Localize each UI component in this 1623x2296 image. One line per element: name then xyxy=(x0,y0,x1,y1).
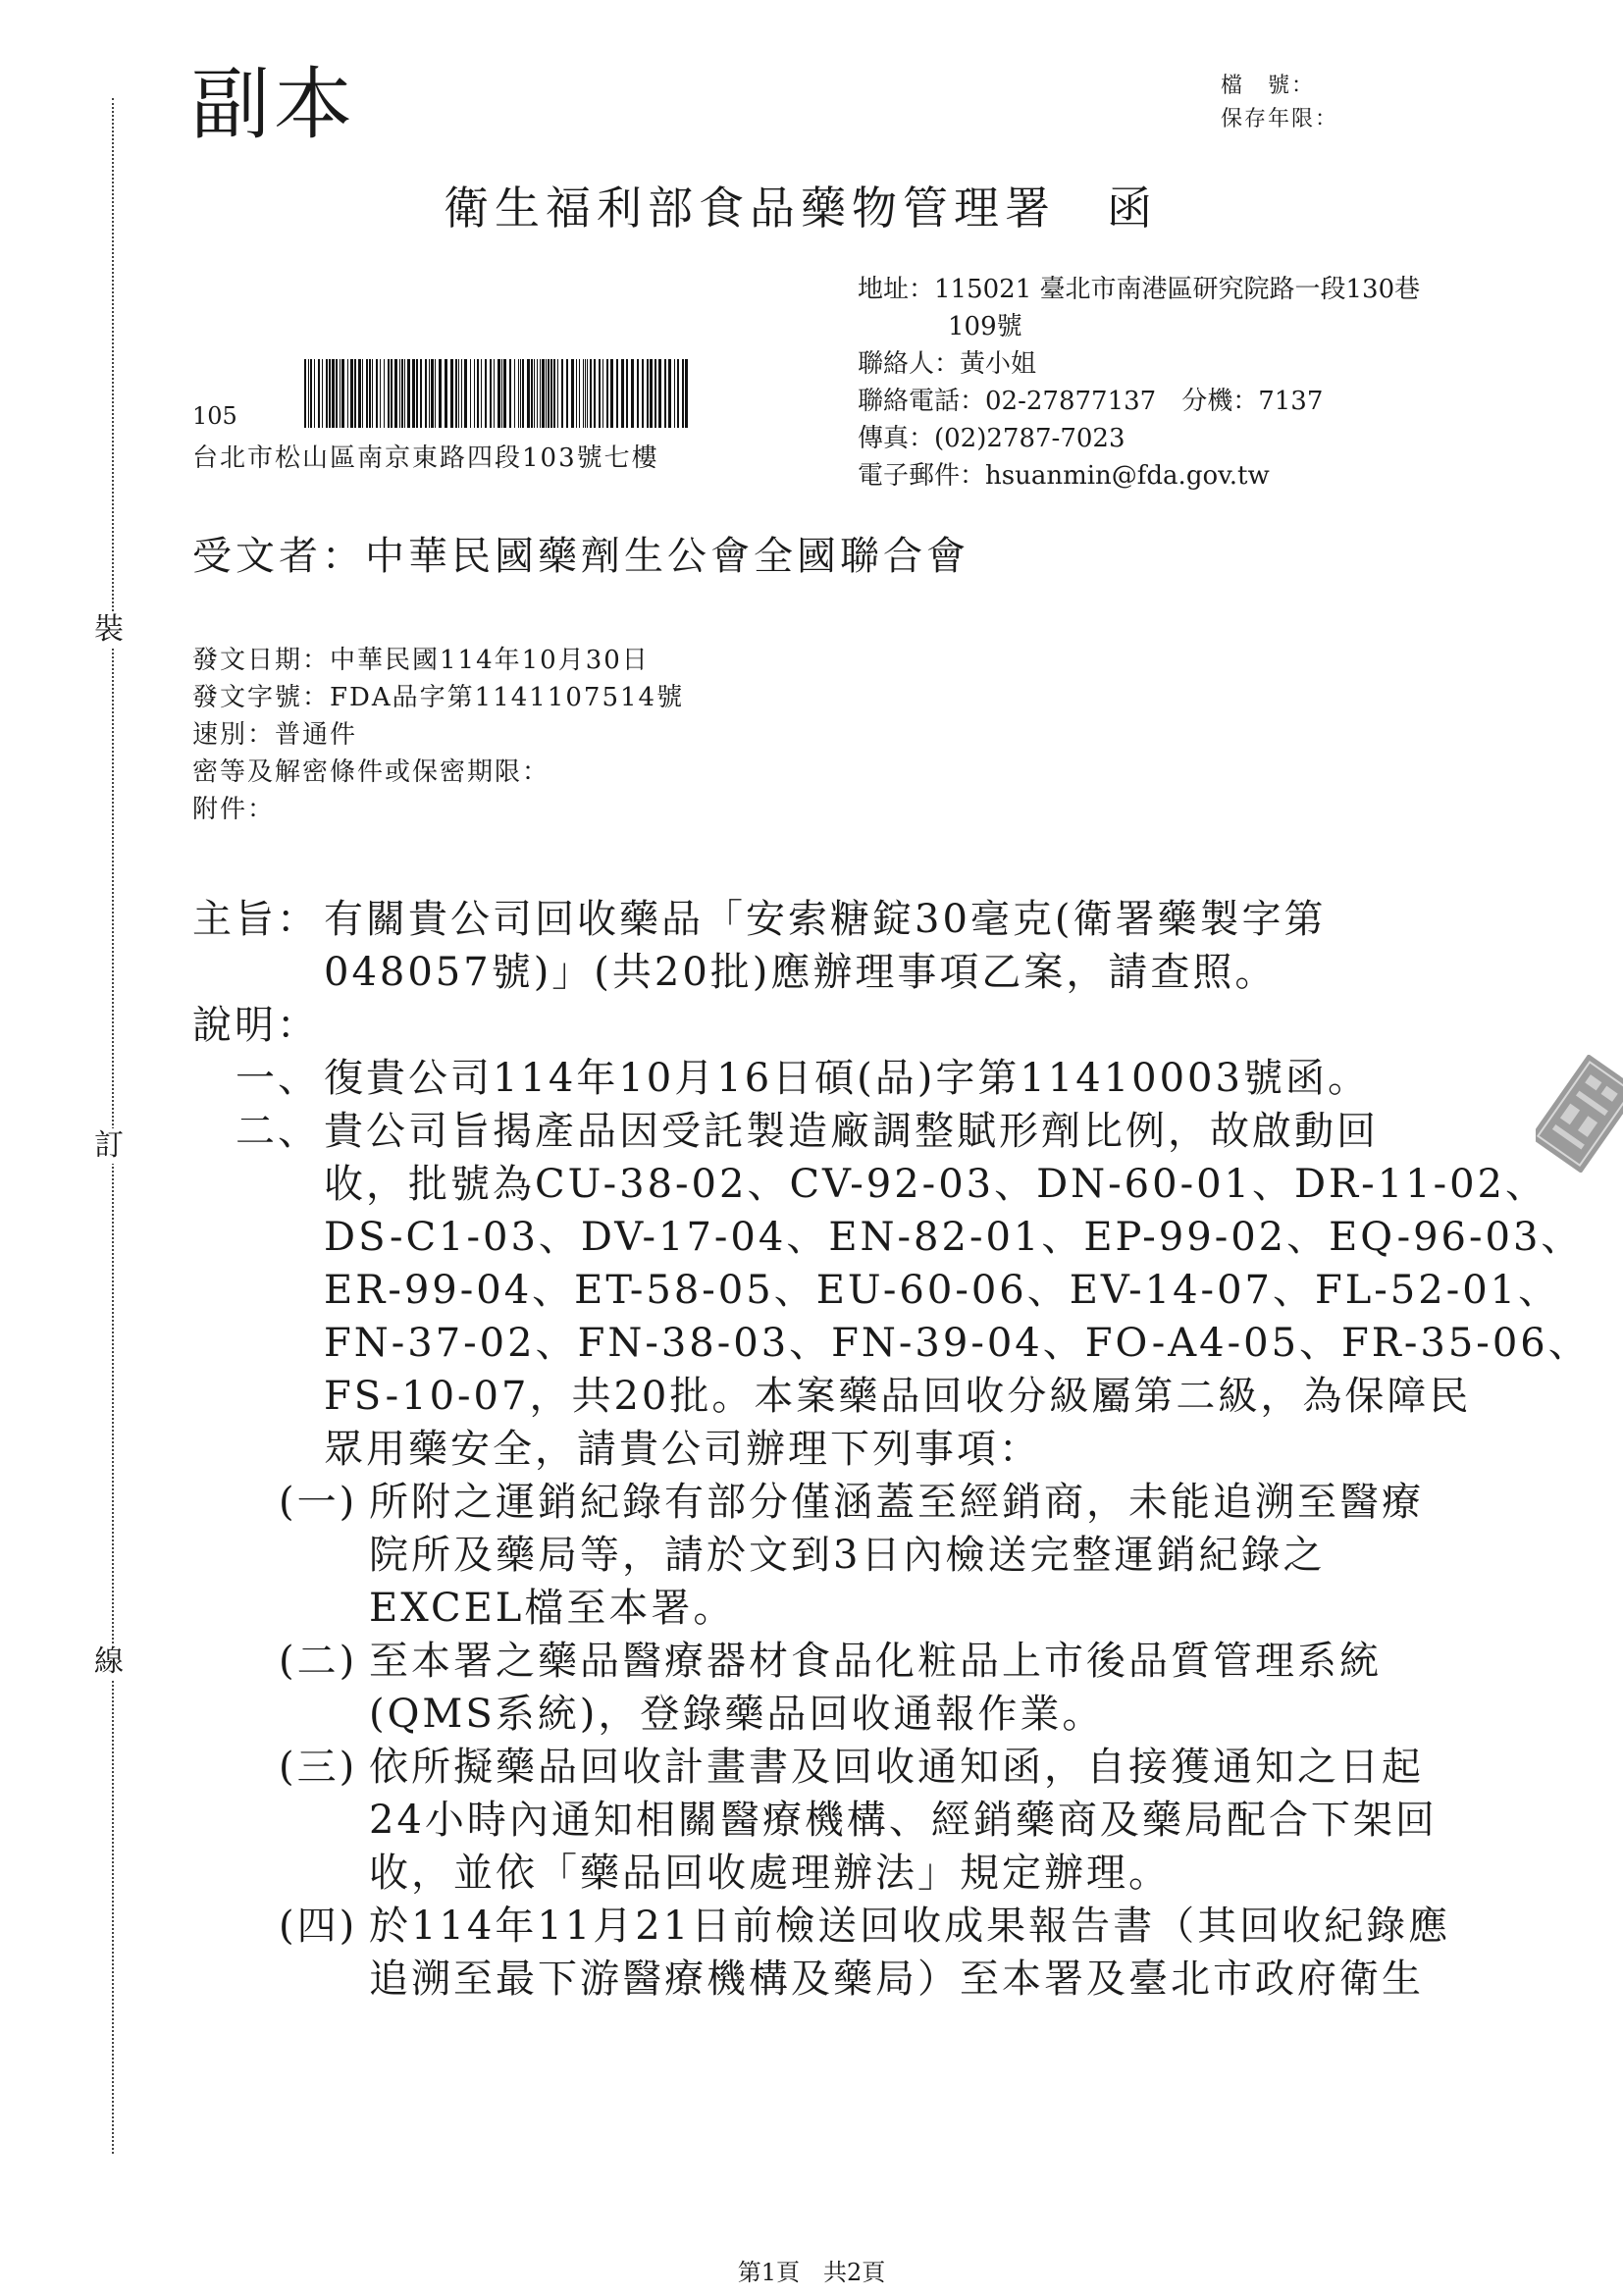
sub-item-line: 追溯至最下游醫療機構及藥局）至本署及臺北市政府衛生 xyxy=(369,1957,1424,2002)
barcode-bar xyxy=(350,359,353,428)
item-line: 收，批號為CU-38-02、CV-92-03、DN-60-01、DR-11-02、 xyxy=(324,1162,1548,1207)
barcode-bar xyxy=(587,359,588,428)
barcode-bar xyxy=(650,359,653,428)
postal-code: 105 xyxy=(192,402,237,430)
barcode-bar xyxy=(435,359,436,428)
barcode-bar xyxy=(566,359,568,428)
barcode-bar xyxy=(336,359,338,428)
copy-mark: 副本 xyxy=(191,59,356,150)
barcode-bar xyxy=(464,359,467,428)
barcode-bar xyxy=(647,359,649,428)
issue-date: 發文日期：中華民國114年10月30日 xyxy=(192,646,650,675)
barcode-bar xyxy=(527,359,530,428)
barcode-bar xyxy=(579,359,580,428)
barcode-bar xyxy=(553,359,555,428)
attachment-label: 附件： xyxy=(192,795,276,824)
sub-item-line: 於114年11月21日前檢送回收成果報告書（其回收紀錄應 xyxy=(369,1904,1451,1949)
sub-item-line: 所附之運銷紀錄有部分僅涵蓋至經銷商，未能追溯至醫療 xyxy=(369,1480,1424,1525)
barcode-bar xyxy=(576,359,577,428)
barcode-bar xyxy=(332,359,335,428)
document-number: 發文字號：FDA品字第1141107514號 xyxy=(192,683,685,712)
barcode-bar xyxy=(384,359,385,428)
barcode-bar xyxy=(548,359,550,428)
item-line: 眾用藥安全，請貴公司辦理下列事項： xyxy=(324,1427,1041,1472)
barcode-bar xyxy=(571,359,574,428)
barcode-bar xyxy=(490,359,492,428)
barcode-bar xyxy=(583,359,584,428)
barcode-bar xyxy=(358,359,361,428)
barcode-bar xyxy=(401,359,403,428)
sub-item-number: (四) xyxy=(279,1904,358,1949)
sub-item-line: 至本署之藥品醫療器材食品化粧品上市後品質管理系統 xyxy=(369,1639,1382,1684)
subject-line: 有關貴公司回收藥品「安索糖錠30毫克(衛署藥製字第 xyxy=(324,897,1327,942)
sub-item-line: 依所擬藥品回收計畫書及回收通知函，自接獲通知之日起 xyxy=(369,1745,1424,1790)
retention-period-label: 保存年限： xyxy=(1221,107,1339,131)
item-line: FS-10-07，共20批。本案藥品回收分級屬第二級，為保障民 xyxy=(324,1374,1472,1419)
file-number-label: 檔 號： xyxy=(1221,74,1316,98)
barcode-bar xyxy=(310,359,312,428)
barcode-bar xyxy=(477,359,479,428)
page-number-label: 第1頁 共2頁 xyxy=(737,2259,886,2286)
barcode-bar xyxy=(362,359,363,428)
barcode-bar xyxy=(497,359,500,428)
barcode-bar xyxy=(416,359,418,428)
binding-char-ding: 訂 xyxy=(94,1128,124,1163)
barcode-bar xyxy=(537,359,538,428)
barcode-bar xyxy=(380,359,381,428)
barcode-bar xyxy=(668,359,671,428)
barcode-bar xyxy=(485,359,487,428)
barcode-bar xyxy=(429,359,430,428)
item-number: 二、 xyxy=(236,1109,320,1154)
barcode-bar xyxy=(642,359,644,428)
barcode-bar xyxy=(425,359,427,428)
binding-char-zhuang: 裝 xyxy=(94,612,124,647)
item-number: 一、 xyxy=(236,1056,320,1101)
seal-stamp-icon xyxy=(1536,1055,1623,1173)
barcode-bar xyxy=(550,359,552,428)
address-line-2: 109號 xyxy=(948,312,1022,341)
barcode-bar xyxy=(503,359,506,428)
barcode-bar xyxy=(369,359,371,428)
barcode-bar xyxy=(461,359,462,428)
barcode-bar xyxy=(658,359,661,428)
barcode-bar xyxy=(664,359,666,428)
barcode-bar xyxy=(501,359,502,428)
barcode-bar xyxy=(347,359,348,428)
barcode-bar xyxy=(445,359,447,428)
barcode-bar xyxy=(531,359,533,428)
contact-fax: 傳真：(02)2787-7023 xyxy=(858,424,1126,453)
barcode-bar xyxy=(329,359,331,428)
barcode-bar xyxy=(455,359,457,428)
barcode-bar xyxy=(534,359,535,428)
barcode-bar xyxy=(420,359,422,428)
sub-item-number: (二) xyxy=(279,1639,358,1684)
contact-phone: 聯絡電話：02-27877137 分機：7137 xyxy=(858,387,1324,416)
page-footer xyxy=(0,2253,1623,2287)
barcode-bar xyxy=(677,359,679,428)
barcode-bar xyxy=(366,359,368,428)
secrecy-level: 密等及解密條件或保密期限： xyxy=(192,757,550,787)
barcode xyxy=(302,359,691,428)
barcode-bar xyxy=(626,359,628,428)
barcode-bar xyxy=(431,359,434,428)
barcode-bar xyxy=(540,359,541,428)
sub-item-line: (QMS系統)，登錄藥品回收通報作業。 xyxy=(369,1692,1105,1737)
item-line: FN-37-02、FN-38-03、FN-39-04、FO-A4-05、FR-35-06、 xyxy=(324,1321,1591,1366)
barcode-bar xyxy=(404,359,405,428)
barcode-bar xyxy=(341,359,344,428)
recipient: 受文者：中華民國藥劑生公會全國聯合會 xyxy=(192,534,969,579)
item-line: 貴公司旨揭產品因受託製造廠調整賦形劑比例，故啟動回 xyxy=(324,1109,1379,1154)
barcode-bar xyxy=(514,359,515,428)
barcode-bar xyxy=(304,359,306,428)
barcode-bar xyxy=(585,359,586,428)
barcode-bar xyxy=(674,359,675,428)
sub-item-number: (一) xyxy=(279,1480,358,1525)
sub-item-line: EXCEL檔至本署。 xyxy=(369,1586,736,1631)
barcode-bar xyxy=(322,359,323,428)
barcode-bar xyxy=(522,359,524,428)
barcode-bar xyxy=(458,359,459,428)
barcode-bar xyxy=(376,359,378,428)
barcode-bar xyxy=(326,359,328,428)
barcode-bar xyxy=(685,359,688,428)
delivery-speed: 速別：普通件 xyxy=(192,720,358,750)
sub-item-line: 收，並依「藥品回收處理辦法」規定辦理。 xyxy=(369,1851,1171,1896)
binding-line xyxy=(112,98,114,2154)
barcode-bar xyxy=(599,359,601,428)
barcode-bar xyxy=(621,359,624,428)
barcode-bar xyxy=(590,359,592,428)
subject-label: 主旨： xyxy=(192,897,319,942)
barcode-bar xyxy=(518,359,519,428)
barcode-bar xyxy=(594,359,596,428)
contact-email: 電子郵件：hsuanmin@fda.gov.tw xyxy=(858,461,1270,491)
barcode-bar xyxy=(637,359,639,428)
barcode-bar xyxy=(450,359,453,428)
barcode-bar xyxy=(682,359,684,428)
barcode-bar xyxy=(654,359,656,428)
barcode-bar xyxy=(494,359,495,428)
subject-line: 048057號)」(共20批)應辦理事項乙案，請查照。 xyxy=(324,950,1278,995)
sub-item-number: (三) xyxy=(279,1745,358,1790)
barcode-bar xyxy=(394,359,397,428)
barcode-bar xyxy=(439,359,442,428)
barcode-bar xyxy=(474,359,475,428)
agency-title: 衛生福利部食品藥物管理署 函 xyxy=(444,182,1158,235)
item-line: DS-C1-03、DV-17-04、EN-82-01、EP-99-02、EQ-96-03、 xyxy=(324,1215,1584,1260)
barcode-bar xyxy=(318,359,320,428)
item-line: ER-99-04、ET-58-05、EU-60-06、EV-14-07、FL-52-01、 xyxy=(324,1268,1561,1313)
item-line: 復貴公司114年10月16日碩(品)字第11410003號函。 xyxy=(324,1056,1370,1101)
barcode-bar xyxy=(308,359,309,428)
barcode-bar xyxy=(520,359,521,428)
barcode-bar xyxy=(602,359,603,428)
barcode-bar xyxy=(354,359,356,428)
address-line-1: 地址：115021 臺北市南港區研究院路一段130巷 xyxy=(858,275,1421,304)
barcode-bar xyxy=(557,359,558,428)
barcode-bar xyxy=(616,359,618,428)
explanation-label: 說明： xyxy=(192,1003,319,1048)
barcode-bar xyxy=(372,359,373,428)
barcode-bar xyxy=(606,359,608,428)
barcode-bar xyxy=(399,359,400,428)
barcode-bar xyxy=(546,359,547,428)
barcode-bar xyxy=(407,359,410,428)
barcode-bar xyxy=(561,359,563,428)
sub-item-line: 院所及藥局等，請於文到3日內檢送完整運銷紀錄之 xyxy=(369,1533,1326,1578)
contact-person: 聯絡人：黃小姐 xyxy=(858,349,1037,379)
recipient-address: 台北市松山區南京東路四段103號七樓 xyxy=(192,444,659,473)
barcode-bar xyxy=(391,359,393,428)
barcode-bar xyxy=(542,359,545,428)
barcode-bar xyxy=(314,359,315,428)
barcode-bar xyxy=(610,359,613,428)
barcode-bar xyxy=(481,359,482,428)
barcode-bar xyxy=(631,359,634,428)
binding-char-xian: 線 xyxy=(94,1644,124,1679)
barcode-bar xyxy=(509,359,511,428)
barcode-bar xyxy=(412,359,415,428)
sub-item-line: 24小時內通知相關醫療機構、經銷藥商及藥局配合下架回 xyxy=(369,1798,1438,1843)
barcode-bar xyxy=(388,359,390,428)
barcode-bar xyxy=(470,359,471,428)
